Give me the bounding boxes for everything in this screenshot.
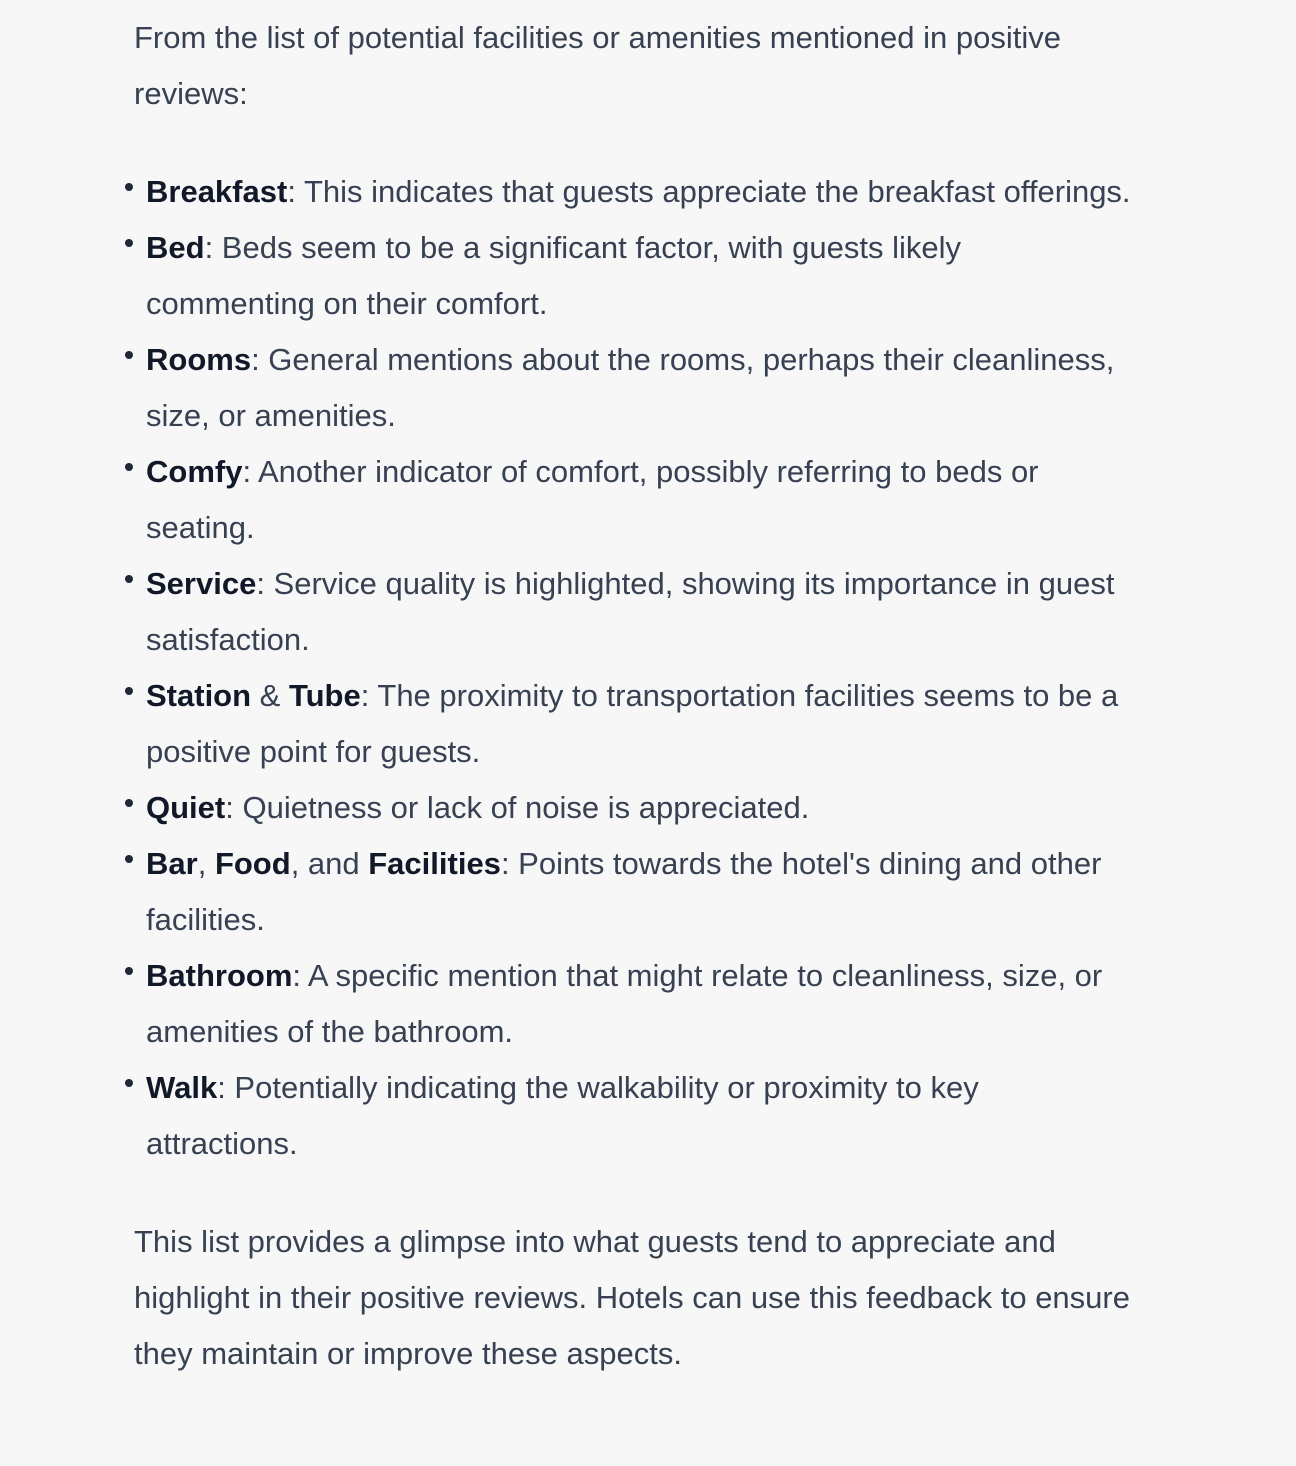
item-term: Bathroom (146, 958, 293, 993)
item-term: Bar (146, 846, 198, 881)
item-description: : Service quality is highlighted, showing its importance in guest satisfaction. (146, 566, 1115, 657)
item-term: Station (146, 678, 252, 713)
item-description: : Potentially indicating the walkability or proximity to key attractions. (146, 1070, 979, 1161)
list-item-bar-food-facilities (146, 836, 1134, 948)
amenities-list (134, 164, 1134, 1172)
list-item-bathroom (146, 948, 1134, 1060)
item-term: Comfy (146, 454, 243, 489)
item-term-3: Facilities (368, 846, 501, 881)
item-term: Breakfast (146, 174, 288, 209)
item-separator: & (251, 678, 289, 713)
outro-paragraph: This list provides a glimpse into what guests tend to appreciate and highlight in their positive reviews. Hotels can use this feedback to ensure they maintain or improve these aspects. (134, 1224, 1130, 1371)
list-item-quiet (146, 780, 1134, 836)
list-item-walk (146, 1060, 1134, 1172)
intro-paragraph: From the list of potential facilities or amenities mentioned in positive reviews: (134, 20, 1061, 111)
item-term-2: Tube (288, 678, 361, 713)
item-separator-2: , and (290, 846, 369, 881)
item-description: : Points towards the hotel's dining and other facilities. (146, 846, 1102, 937)
item-term-2: Food (214, 846, 291, 881)
item-description: : This indicates that guests appreciate the breakfast offerings. (287, 174, 1131, 209)
item-description: : The proximity to transportation facilities seems to be a positive point for guests. (146, 678, 1119, 769)
list-item-breakfast (146, 164, 1134, 220)
item-term: Bed (146, 230, 205, 265)
list-item-station-tube (146, 668, 1134, 780)
message-content (134, 10, 1134, 1382)
list-item-rooms (146, 332, 1134, 444)
item-description: : A specific mention that might relate to cleanliness, size, or amenities of the bathroom. (146, 958, 1103, 1049)
item-separator: , (197, 846, 215, 881)
list-item-bed (146, 220, 1134, 332)
item-description: : Quietness or lack of noise is appreciated. (225, 790, 810, 825)
item-description: : General mentions about the rooms, perhaps their cleanliness, size, or amenities. (146, 342, 1115, 433)
item-term: Service (146, 566, 257, 601)
item-description: : Beds seem to be a significant factor, with guests likely commenting on their comfort. (146, 230, 962, 321)
item-description: : Another indicator of comfort, possibly referring to beds or seating. (146, 454, 1039, 545)
list-item-comfy (146, 444, 1134, 556)
item-term: Walk (146, 1070, 218, 1105)
list-item-service (146, 556, 1134, 668)
item-term: Quiet (146, 790, 226, 825)
item-term: Rooms (146, 342, 252, 377)
